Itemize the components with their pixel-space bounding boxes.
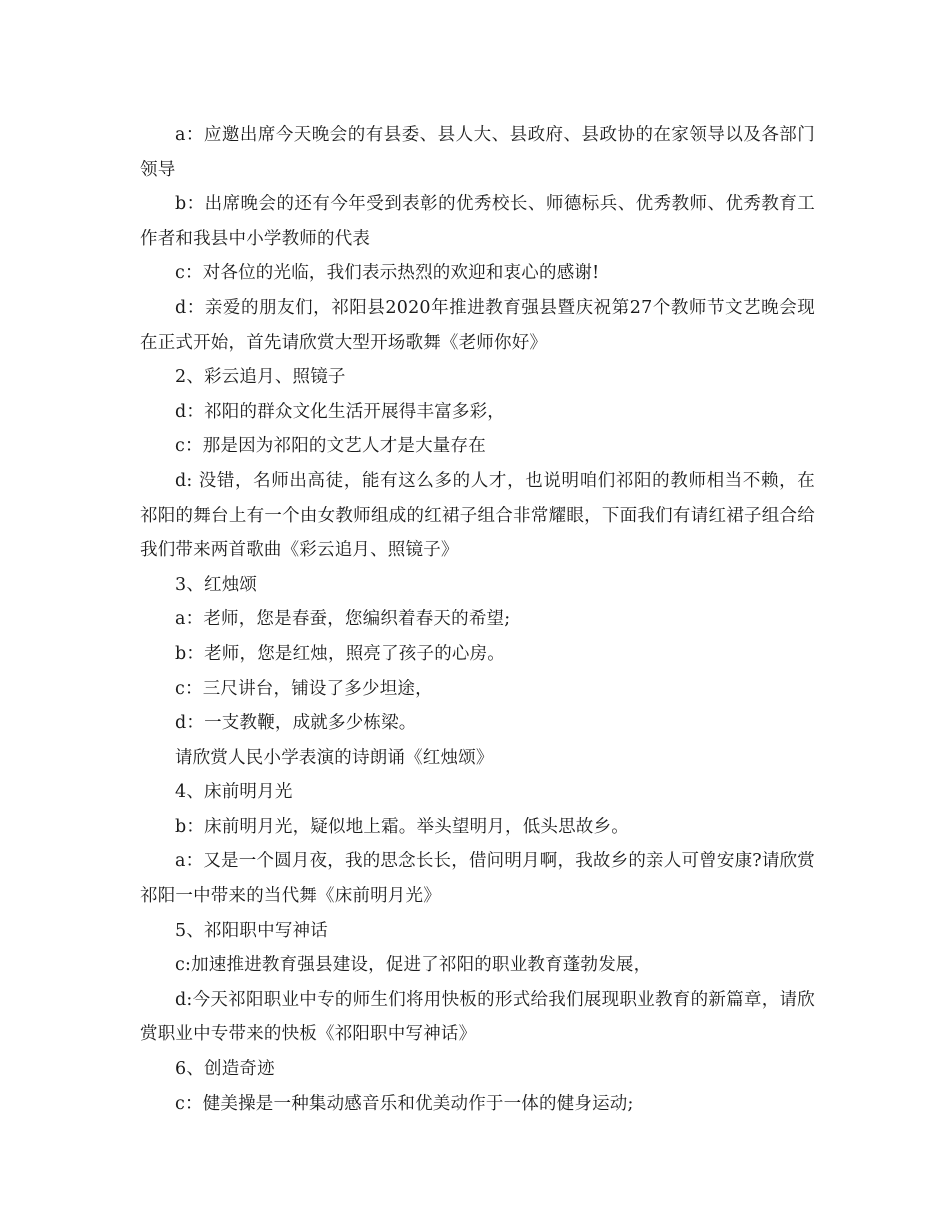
paragraph: a：又是一个圆月夜，我的思念长长，借问明月啊，我故乡的亲人可曾安康?请欣赏祁阳一中带来的当代舞《床前明月光》 [140, 851, 815, 907]
paragraph: c:加速推进教育强县建设，促进了祁阳的职业教育蓬勃发展， [175, 955, 652, 976]
paragraph: b：出席晚会的还有今年受到表彰的优秀校长、师德标兵、优秀教师、优秀教育工作者和我县中小学教师的代表 [140, 194, 815, 249]
paragraph: d:今天祁阳职业中专的师生们将用快板的形式给我们展现职业教育的新篇章，请欣赏职业中专带来的快板《祁阳职中写神话》 [140, 989, 815, 1045]
document-body [140, 118, 815, 1121]
paragraph: a：老师，您是春蚕，您编织着春天的希望; [175, 609, 511, 630]
paragraph: 请欣赏人民小学表演的诗朗诵《红烛颂》 [175, 747, 494, 768]
paragraph: b：床前明月光，疑似地上霜。举头望明月，低头思故乡。 [175, 816, 629, 837]
section-heading: 6、创造奇迹 [175, 1059, 275, 1080]
paragraph: d：一支教鞭，成就多少栋梁。 [175, 713, 417, 734]
paragraph: a：应邀出席今天晚会的有县委、县人大、县政府、县政协的在家领导以及各部门领导 [140, 125, 815, 180]
section-heading: 2、彩云追月、照镜子 [175, 367, 346, 388]
section-heading: 5、祁阳职中写神话 [175, 920, 328, 941]
paragraph: c：健美操是一种集动感音乐和优美动作于一体的健身运动; [175, 1093, 634, 1114]
paragraph: c：三尺讲台，铺设了多少坦途， [175, 678, 433, 699]
paragraph: d：亲爱的朋友们，祁阳县2020年推进教育强县暨庆祝第27个教师节文艺晚会现在正式开始，首先请欣赏大型开场歌舞《老师你好》 [140, 297, 815, 353]
paragraph: d: 没错，名师出高徒，能有这么多的人才，也说明咱们祁阳的教师相当不赖，在祁阳的舞台上有一个由女教师组成的红裙子组合非常耀眼，下面我们有请红裙子组合给我们带来两首歌曲《彩云追月、照镜子》 [140, 470, 815, 561]
section-heading: 4、床前明月光 [175, 782, 293, 803]
section-heading: 3、红烛颂 [175, 574, 258, 595]
paragraph: b：老师，您是红烛，照亮了孩子的心房。 [175, 643, 506, 664]
paragraph: c：那是因为祁阳的文艺人才是大量存在 [175, 436, 486, 457]
paragraph: d：祁阳的群众文化生活开展得丰富多彩， [175, 401, 506, 422]
paragraph: c：对各位的光临，我们表示热烈的欢迎和衷心的感谢! [175, 263, 600, 284]
